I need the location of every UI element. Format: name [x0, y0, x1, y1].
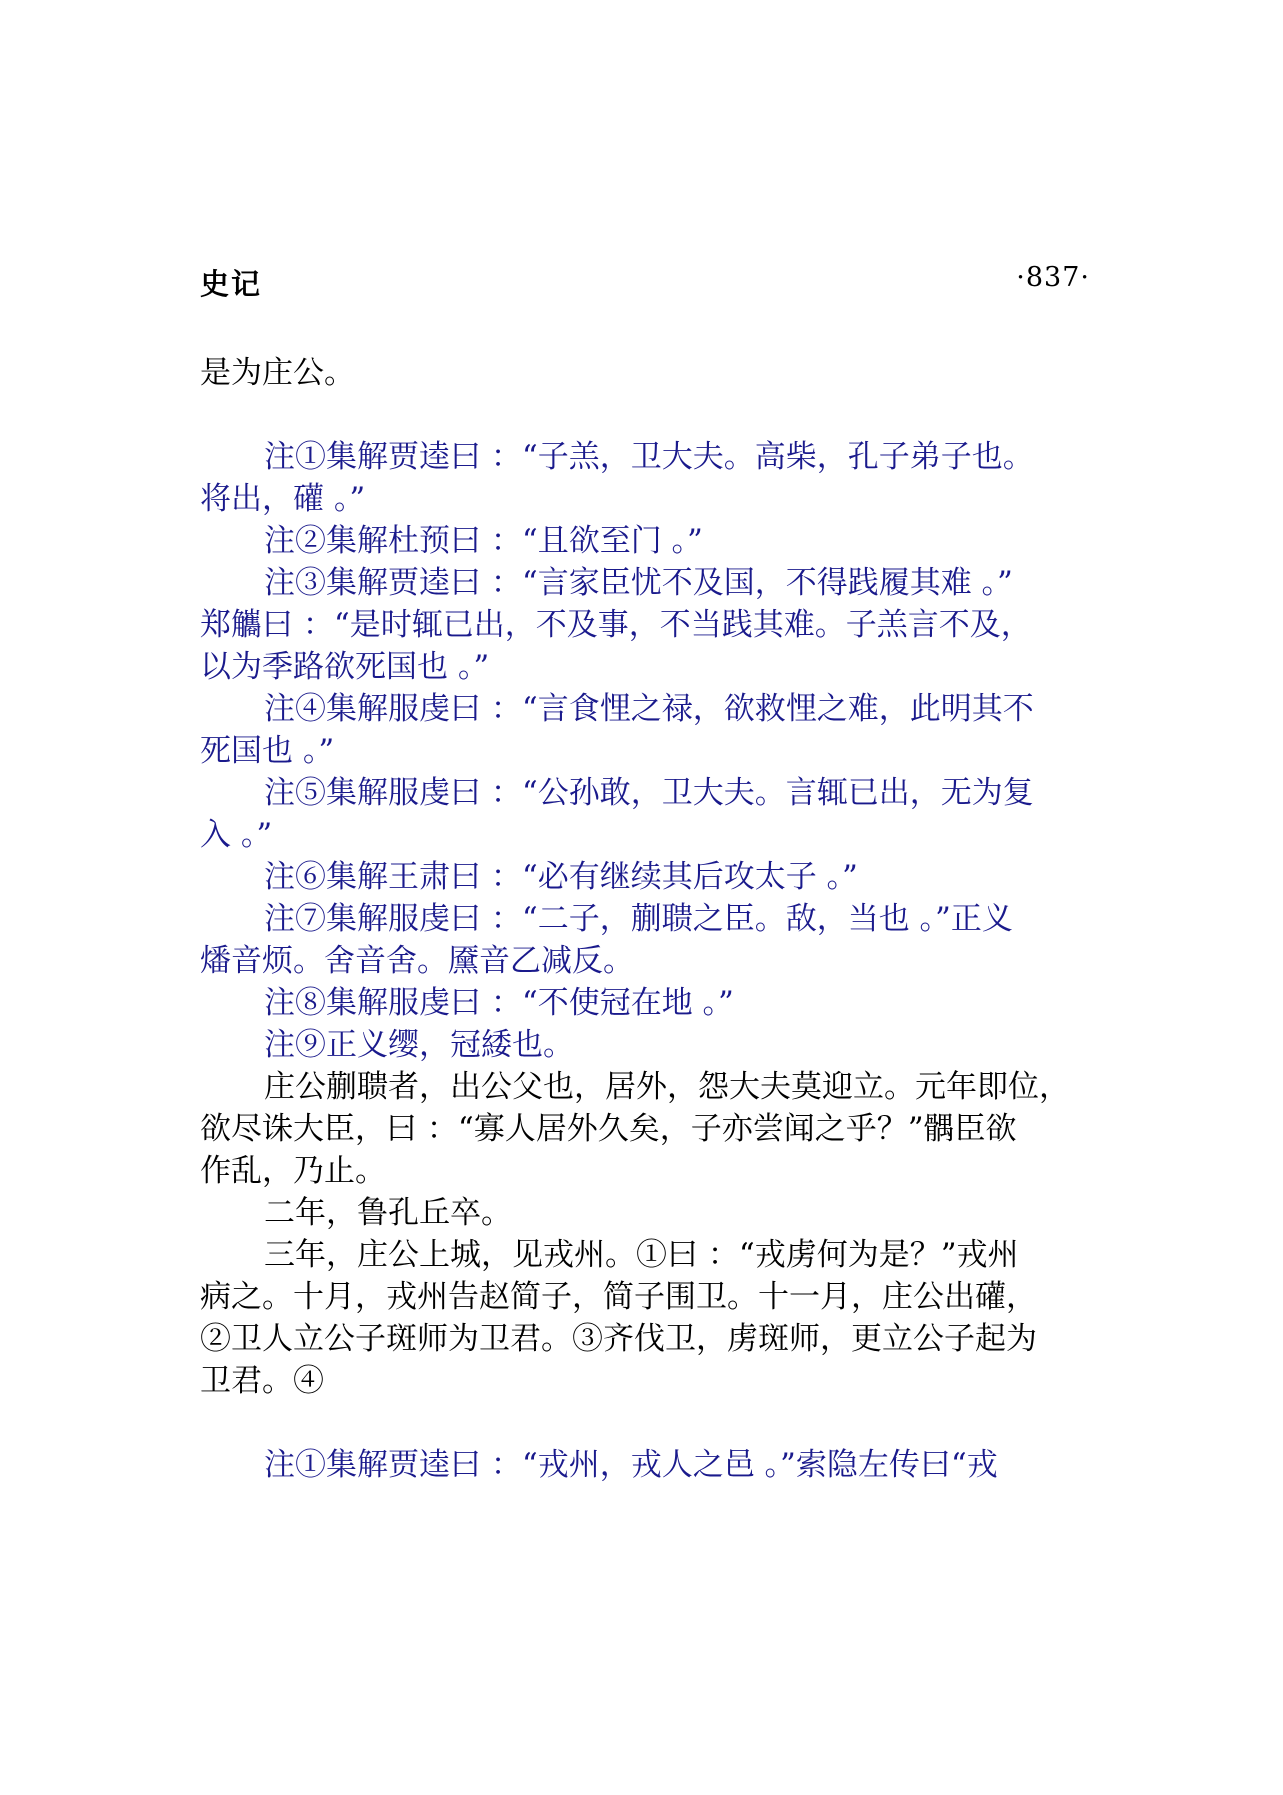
annotation-line: 注⑥集解王肃曰 ：“必有继续其后攻太子 。”	[264, 859, 858, 895]
body-text-line: 卫君。④	[200, 1363, 324, 1399]
annotation-line: 注③集解贾逵曰 ：“言家臣忧不及国，不得践履其难 。”	[264, 565, 1013, 601]
body-text-line: 欲尽诛大臣，曰 ：“寡人居外久矣，子亦尝闻之乎？”髃臣欲	[200, 1111, 1017, 1147]
annotation-line: 注⑧集解服虔曰 ：“不使冠在地 。”	[264, 985, 734, 1021]
annotation-line: 注⑤集解服虔曰 ：“公孙敢，卫大夫。言辄已出，无为复	[264, 775, 1034, 811]
body-text-line: 作乱，乃止。	[200, 1153, 386, 1189]
annotation-line: 注②集解杜预曰 ：“且欲至门 。”	[264, 523, 703, 559]
page-header	[200, 262, 1090, 302]
body-text-line: 庄公蒯聩者，出公父也，居外，怨大夫莫迎立。元年即位，	[264, 1069, 1070, 1105]
annotation-line: 入 。”	[200, 817, 273, 853]
body-text-line: 病之。十月，戎州告赵简子，简子围卫。十一月，庄公出礶，	[200, 1279, 1037, 1315]
annotation-line: 注⑨正义缨，冠緌也。	[264, 1027, 574, 1063]
body-text-line: 三年，庄公上城，见戎州。①曰 ：“戎虏何为是？”戎州	[264, 1237, 1019, 1273]
body-text-line: 二年，鲁孔丘卒。	[264, 1195, 512, 1231]
body-text-line: 是为庄公。	[200, 355, 355, 391]
page-body	[200, 352, 1090, 1486]
annotation-line: 燔音烦。舍音舍。黡音乙减反。	[200, 943, 634, 979]
annotation-line: 死国也 。”	[200, 733, 335, 769]
annotation-line: 郑觿曰 ：“是时辄已出，不及事，不当践其难。子羔言不及，	[200, 607, 1032, 643]
annotation-line: 注①集解贾逵曰 ：“子羔，卫大夫。高柴，孔子弟子也。	[264, 439, 1034, 475]
annotation-line: 注④集解服虔曰 ：“言食悝之禄，欲救悝之难，此明其不	[264, 691, 1034, 727]
annotation-line: 以为季路欲死国也 。”	[200, 649, 490, 685]
annotation-line: 注①集解贾逵曰 ：“戎州，戎人之邑 。”索隐左传曰“戎	[264, 1447, 998, 1483]
paragraph-gap	[200, 394, 1090, 436]
annotation-line: 注⑦集解服虔曰 ：“二子，蒯聩之臣。敌，当也 。”正义	[264, 901, 1013, 937]
paragraph-gap	[200, 1402, 1090, 1444]
page-number: ·837·	[1016, 262, 1090, 293]
annotation-line: 将出，礶 。”	[200, 481, 366, 517]
book-title: 史记	[200, 267, 263, 301]
body-text-line: ②卫人立公子斑师为卫君。③齐伐卫，虏斑师，更立公子起为	[200, 1321, 1037, 1357]
